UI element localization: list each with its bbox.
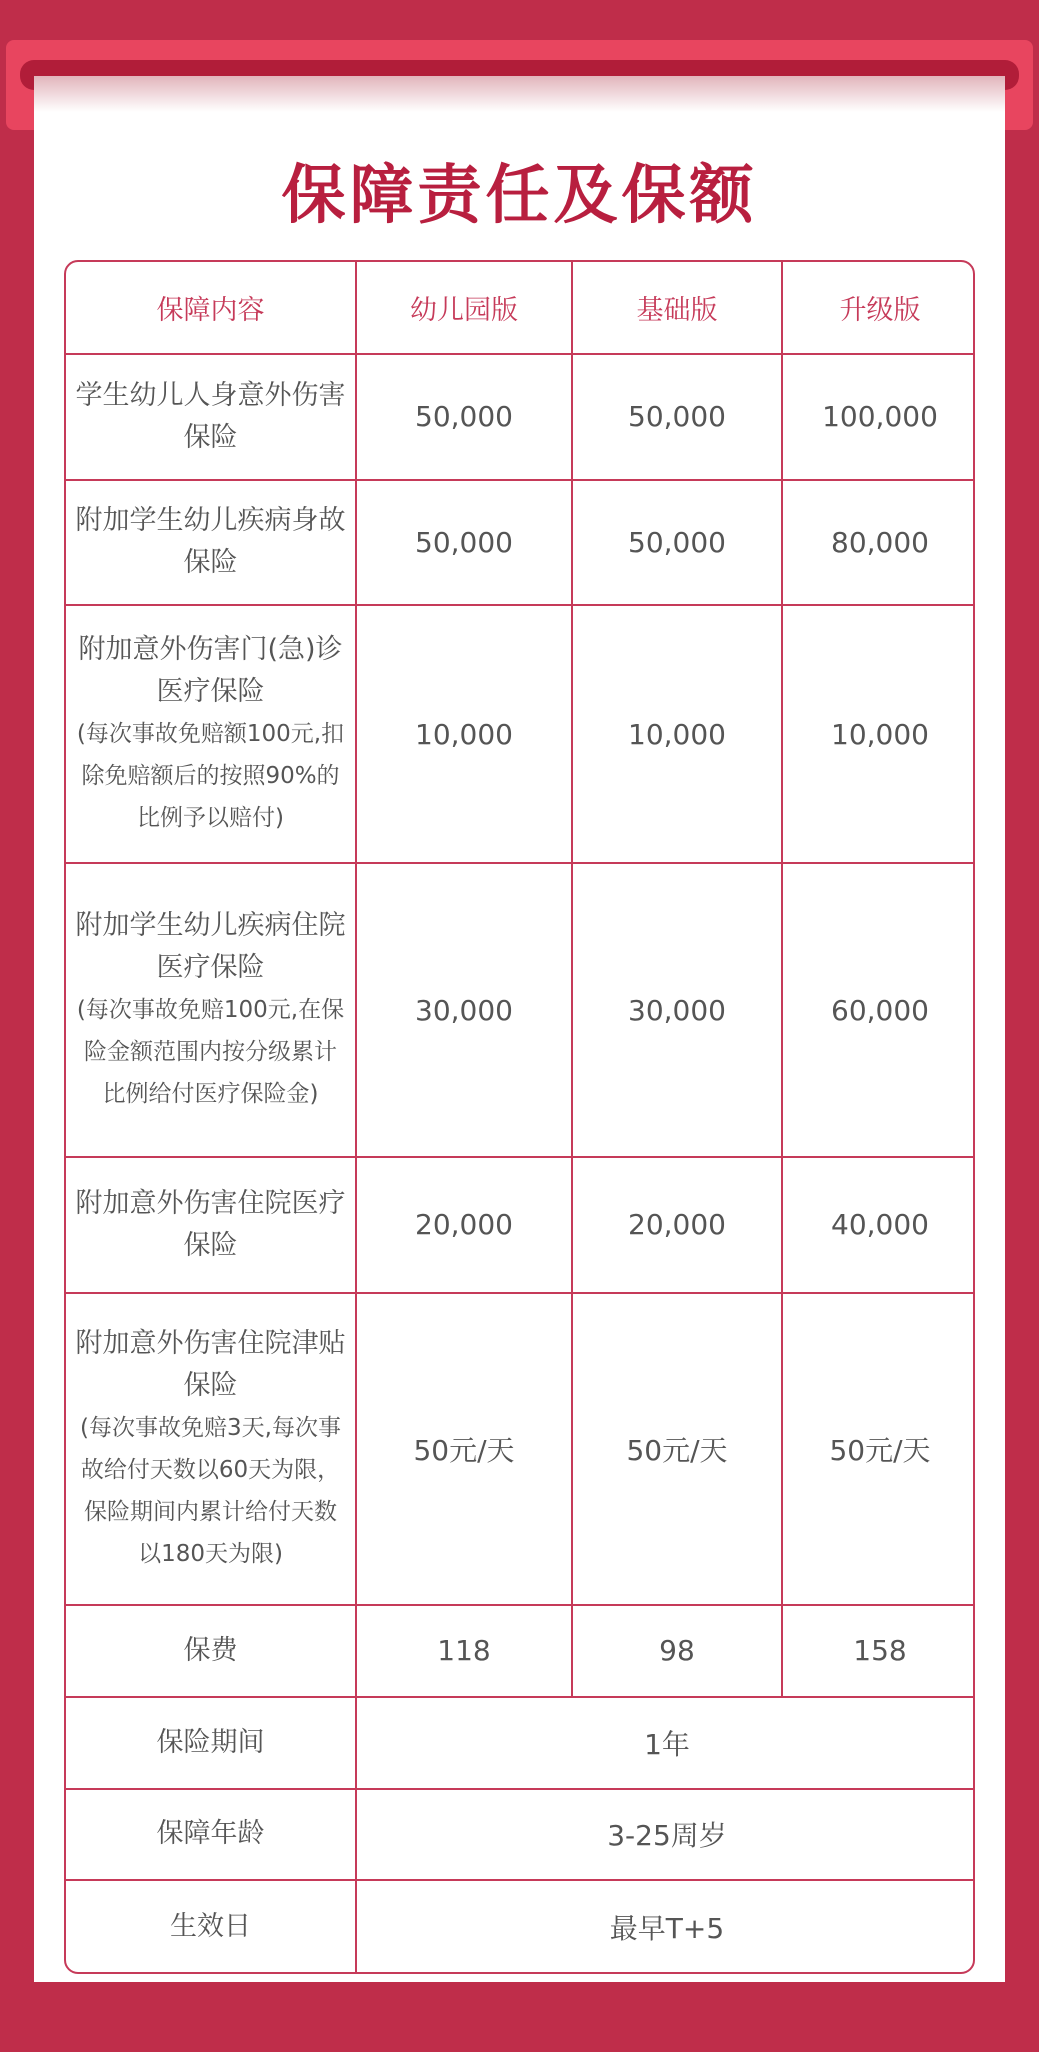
row-name: 附加意外伤害门(急)诊医疗保险 bbox=[78, 634, 343, 707]
value-cell: 30,000 bbox=[356, 863, 572, 1157]
period-value: 1年 bbox=[356, 1697, 975, 1789]
premium-value: 118 bbox=[356, 1605, 572, 1697]
effective-row bbox=[66, 1880, 975, 1972]
premium-row bbox=[66, 1605, 975, 1697]
table-header-row bbox=[66, 262, 975, 354]
header-upgrade: 升级版 bbox=[782, 262, 975, 354]
table-row bbox=[66, 1157, 975, 1292]
value-cell: 50元/天 bbox=[782, 1293, 975, 1606]
row-name: 学生幼儿人身意外伤害保险 bbox=[75, 379, 346, 453]
row-name: 附加意外伤害住院津贴保险 bbox=[75, 1327, 346, 1401]
value-cell: 100,000 bbox=[782, 354, 975, 480]
value-cell: 20,000 bbox=[572, 1157, 782, 1292]
header-coverage: 保障内容 bbox=[66, 262, 356, 354]
age-row bbox=[66, 1789, 975, 1881]
value-cell: 40,000 bbox=[782, 1157, 975, 1292]
value-cell: 50元/天 bbox=[572, 1293, 782, 1606]
value-cell: 30,000 bbox=[572, 863, 782, 1157]
row-note: (每次事故免赔100元,在保险金额范围内按分级累计比例给付医疗保险金) bbox=[76, 997, 345, 1108]
value-cell: 50,000 bbox=[572, 480, 782, 605]
row-note: (每次事故免赔3天,每次事故给付天数以60天为限，保险期间内累计给付天数以180天为限) bbox=[80, 1414, 341, 1567]
row-name: 附加学生幼儿疾病住院医疗保险 bbox=[75, 910, 346, 984]
value-cell: 10,000 bbox=[782, 605, 975, 863]
value-cell: 50,000 bbox=[356, 354, 572, 480]
content-card bbox=[34, 76, 1005, 1982]
premium-value: 158 bbox=[782, 1605, 975, 1697]
row-name: 附加意外伤害住院医疗保险 bbox=[75, 1187, 346, 1261]
row-name: 附加学生幼儿疾病身故保险 bbox=[75, 505, 346, 579]
value-cell: 50,000 bbox=[356, 480, 572, 605]
row-note: (每次事故免赔额100元,扣除免赔额后的按照90%的比例予以赔付) bbox=[76, 721, 345, 831]
table-row bbox=[66, 1293, 975, 1606]
premium-value: 98 bbox=[572, 1605, 782, 1697]
value-cell: 10,000 bbox=[356, 605, 572, 863]
premium-label: 保费 bbox=[66, 1605, 356, 1697]
header-kindergarten: 幼儿园版 bbox=[356, 262, 572, 354]
coverage-table bbox=[64, 260, 975, 1974]
value-cell: 50,000 bbox=[572, 354, 782, 480]
header-basic: 基础版 bbox=[572, 262, 782, 354]
table-row bbox=[66, 354, 975, 480]
value-cell: 50元/天 bbox=[356, 1293, 572, 1606]
period-label: 保险期间 bbox=[66, 1697, 356, 1789]
value-cell: 10,000 bbox=[572, 605, 782, 863]
value-cell: 60,000 bbox=[782, 863, 975, 1157]
effective-label: 生效日 bbox=[66, 1880, 356, 1972]
table-row bbox=[66, 863, 975, 1157]
table-row bbox=[66, 605, 975, 863]
table-row bbox=[66, 480, 975, 605]
period-row bbox=[66, 1697, 975, 1789]
value-cell: 20,000 bbox=[356, 1157, 572, 1292]
card-shadow bbox=[34, 76, 1005, 112]
age-label: 保障年龄 bbox=[66, 1789, 356, 1881]
value-cell: 80,000 bbox=[782, 480, 975, 605]
page-title: 保障责任及保额 bbox=[281, 159, 758, 233]
effective-value: 最早T+5 bbox=[356, 1880, 975, 1972]
age-value: 3-25周岁 bbox=[356, 1789, 975, 1881]
